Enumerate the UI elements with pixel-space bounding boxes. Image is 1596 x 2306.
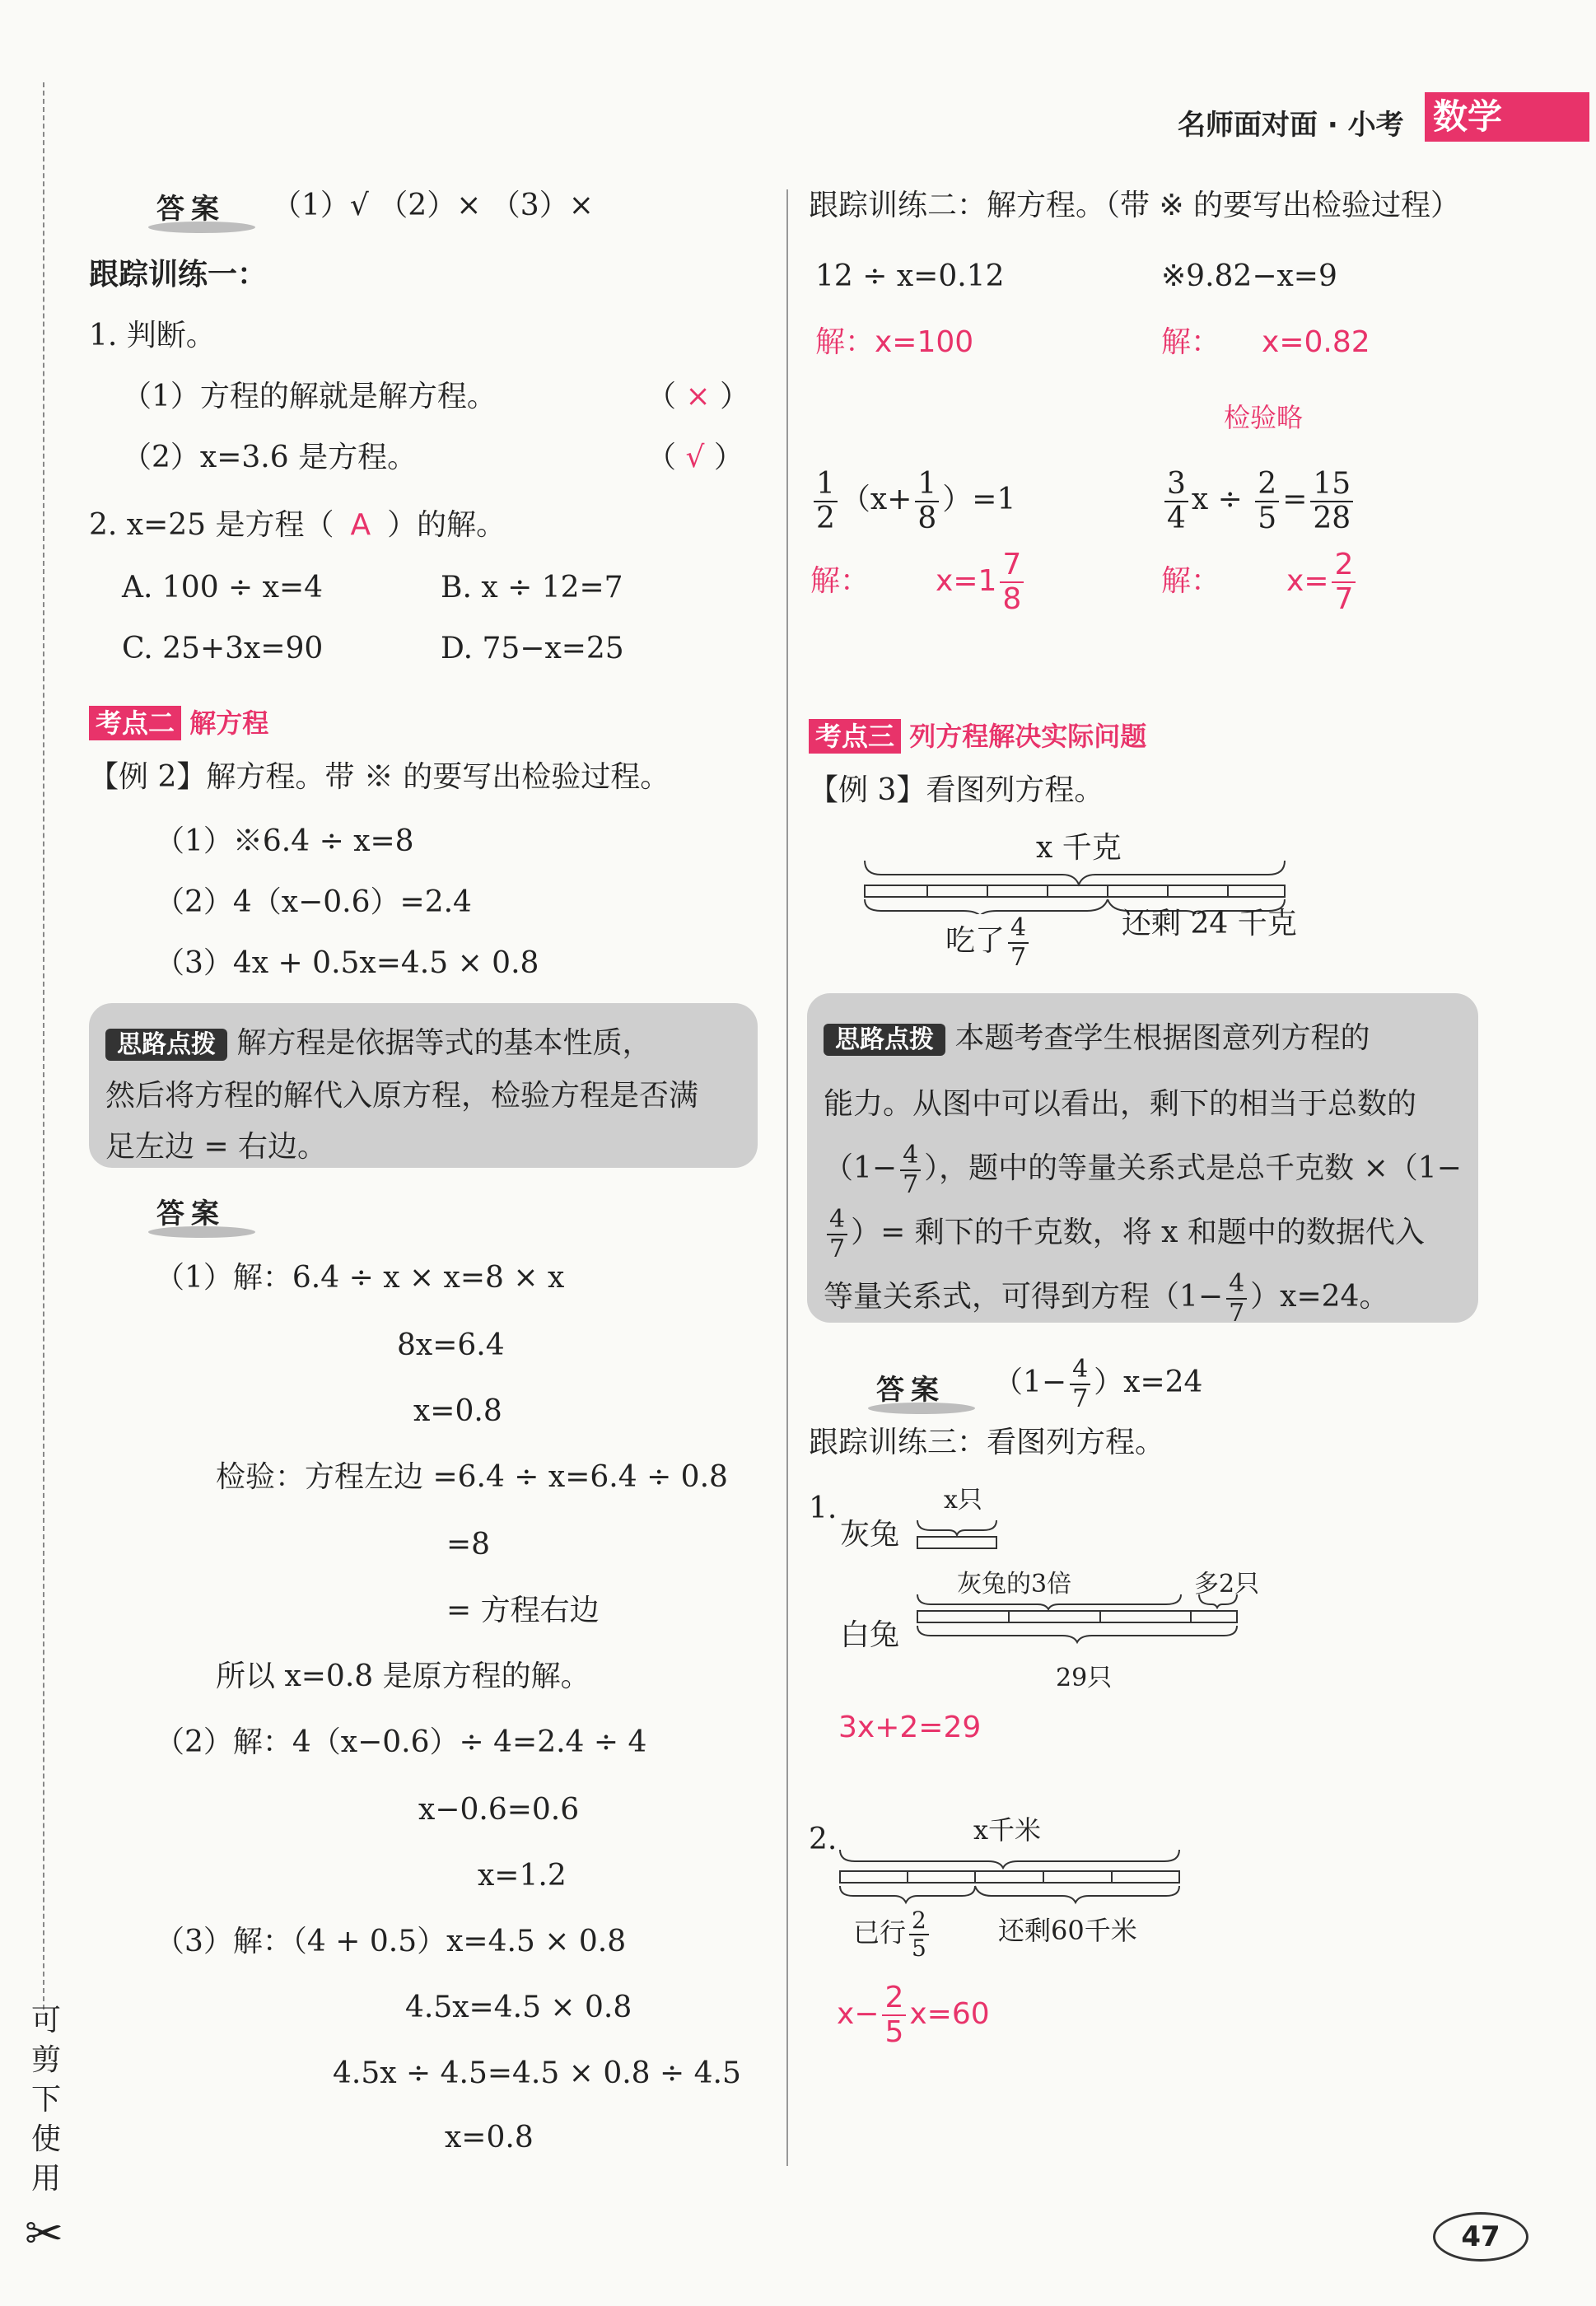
eq1-answer: 解：x=100 <box>815 325 974 359</box>
q1-title: 1. 判断。 <box>89 319 216 352</box>
t3-white-bottom: 29只 <box>1056 1664 1113 1692</box>
diagram3-top: x 千克 <box>1036 831 1122 865</box>
point3-tag: 考点三 <box>809 719 901 754</box>
t3-q2-right: 还剩60千米 <box>998 1915 1137 1946</box>
solution-line-2: 8x=6.4 <box>397 1328 505 1362</box>
tip-right-label: 思路点拨 <box>824 1024 945 1056</box>
example2: 【例 2】解方程。带 ※ 的要写出检验过程。 <box>89 760 670 794</box>
point3-heading <box>809 718 1146 754</box>
solution-line-4: 检验：方程左边 =6.4 ÷ x=6.4 ÷ 0.8 <box>216 1460 728 1494</box>
solution-line-1: （1）解：6.4 ÷ x × x=8 × x <box>155 1261 565 1295</box>
cut-line <box>43 82 44 2010</box>
training1-title: 跟踪训练一： <box>89 258 268 292</box>
q1-item-1: （1）方程的解就是解方程。 <box>122 380 497 413</box>
solution-line-3: x=0.8 <box>413 1394 502 1428</box>
tip-left-text: 思路点拨 解方程是依据等式的基本性质， 然后将方程的解代入原方程，检验方程是否满 足左边 = 右边。 <box>105 1026 699 1164</box>
tip-right-text: 思路点拨 本题考查学生根据图意列方程的 能力。从图中可以看出，剩下的相当于总数的 （1− $\frac{4}{7}$ ），题中的等量关系式是总千克数 ×（1− $\frac{4}{7}$ ）= 剩下的千克数，将 x 和题中的数据代入 等量关系式，可得到方程（1− $\frac{4}{7}$ ）x=24。 <box>824 1021 1462 1328</box>
eq2-answer: 解： x=0.82 <box>1161 325 1370 359</box>
q2-stem: 2. x=25 是方程（ A ）的解。 <box>89 508 506 542</box>
diagram3-left: 吃了 $\frac{4}{7}$ <box>945 916 1032 970</box>
solution-line-6: = 方程右边 <box>446 1594 600 1627</box>
t3-white-top-left: 灰兔的3倍 <box>957 1570 1072 1599</box>
t3-q2-left: 已行 $\frac{2}{5}$ <box>853 1909 932 1960</box>
header-subject: 数学 <box>1425 92 1589 142</box>
q2-option-c: C. 25+3x=90 <box>122 632 324 665</box>
t3-q2-diagram <box>832 1842 1194 1907</box>
solution-line-9: x−0.6=0.6 <box>418 1793 580 1827</box>
column-divider <box>786 189 788 2166</box>
training3-title: 跟踪训练三：看图列方程。 <box>809 1426 1165 1459</box>
example3: 【例 3】看图列方程。 <box>809 773 1104 807</box>
solution-line-7: 所以 x=0.8 是原方程的解。 <box>216 1659 590 1693</box>
q2-answer: A <box>350 508 371 542</box>
cut-text: 可 剪 下 使 用 <box>31 2004 62 2196</box>
t3-q1-answer: 3x+2=29 <box>838 1711 982 1744</box>
example2-item-3: （3）4x + 0.5x=4.5 × 0.8 <box>155 946 539 980</box>
solution-line-14: x=0.8 <box>445 2121 534 2154</box>
eq2: ※9.82−x=9 <box>1161 259 1337 293</box>
point2-heading <box>89 705 268 741</box>
answer2-label: 答案 <box>156 1191 226 1231</box>
example2-item-1: （1）※6.4 ÷ x=8 <box>155 824 414 858</box>
eq4-answer: 解： x= $\frac{2}{7}$ <box>1161 550 1359 614</box>
t3-q2-answer: x− $\frac{2}{5}$ x=60 <box>837 1981 990 2049</box>
solution-line-8: （2）解：4（x−0.6）÷ 4=2.4 ÷ 4 <box>155 1725 647 1759</box>
t3-gray-top: x只 <box>944 1486 982 1515</box>
eq1: 12 ÷ x=0.12 <box>815 259 1005 293</box>
check-omitted: 检验略 <box>1224 402 1304 433</box>
point3-title: 列方程解决实际问题 <box>909 721 1147 752</box>
header-series: 名师面对面 · 小考 <box>1178 109 1404 142</box>
solution-line-13: 4.5x ÷ 4.5=4.5 × 0.8 ÷ 4.5 <box>333 2056 741 2090</box>
t3-q2-num: 2. <box>809 1823 838 1856</box>
solution-line-10: x=1.2 <box>478 1859 567 1893</box>
t3-q2-top: x千米 <box>973 1814 1042 1846</box>
q1-item-2-answer: √ <box>685 441 705 474</box>
diagram3-right: 还剩 24 千克 <box>1122 907 1297 941</box>
eq4: $\frac{3}{4}$ x ÷ $\frac{2}{5}$ = $\frac{15}{28}$ <box>1161 469 1356 534</box>
q1-item-2-bracket: （ √ ） <box>646 441 744 474</box>
solution-line-5: =8 <box>446 1528 491 1561</box>
answer1-text: （1）√ （2）× （3）× <box>272 189 594 222</box>
answer1-label: 答案 <box>156 186 226 226</box>
q1-item-1-bracket: （ × ） <box>646 380 750 413</box>
q2-option-b: B. x ÷ 12=7 <box>441 571 623 605</box>
t3-white-top-right: 多2只 <box>1194 1570 1260 1599</box>
q2-option-d: D. 75−x=25 <box>441 632 624 665</box>
t3-q1-num: 1. <box>809 1491 838 1525</box>
answer3-label: 答案 <box>876 1367 945 1407</box>
eq3: $\frac{1}{2}$ （x+ $\frac{1}{8}$ ）=1 <box>810 469 1015 534</box>
point2-tag: 考点二 <box>89 706 181 740</box>
eq3-answer: 解： x=1 $\frac{7}{8}$ <box>810 550 1027 614</box>
answer3-text: （1− $\frac{4}{7}$ ）x=24 <box>993 1355 1203 1413</box>
tip-left-label: 思路点拨 <box>105 1029 227 1061</box>
t3-white-label: 白兔 <box>840 1618 900 1652</box>
point2-title: 解方程 <box>189 707 269 739</box>
training2-title: 跟踪训练二：解方程。（带 ※ 的要写出检验过程） <box>809 189 1461 222</box>
solution-line-11: （3）解：（4 + 0.5）x=4.5 × 0.8 <box>155 1925 627 1958</box>
q1-item-2: （2）x=3.6 是方程。 <box>122 441 418 474</box>
q2-option-a: A. 100 ÷ x=4 <box>122 571 324 605</box>
t3-q1-diagram <box>906 1512 1276 1669</box>
t3-gray-label: 灰兔 <box>840 1518 900 1552</box>
example2-item-2: （2）4（x−0.6）=2.4 <box>155 885 472 919</box>
page-number: 47 <box>1433 2212 1528 2262</box>
scissors-icon: ✂ <box>25 2207 63 2261</box>
solution-line-12: 4.5x=4.5 × 0.8 <box>405 1991 632 2024</box>
q1-item-1-answer: × <box>685 380 711 413</box>
